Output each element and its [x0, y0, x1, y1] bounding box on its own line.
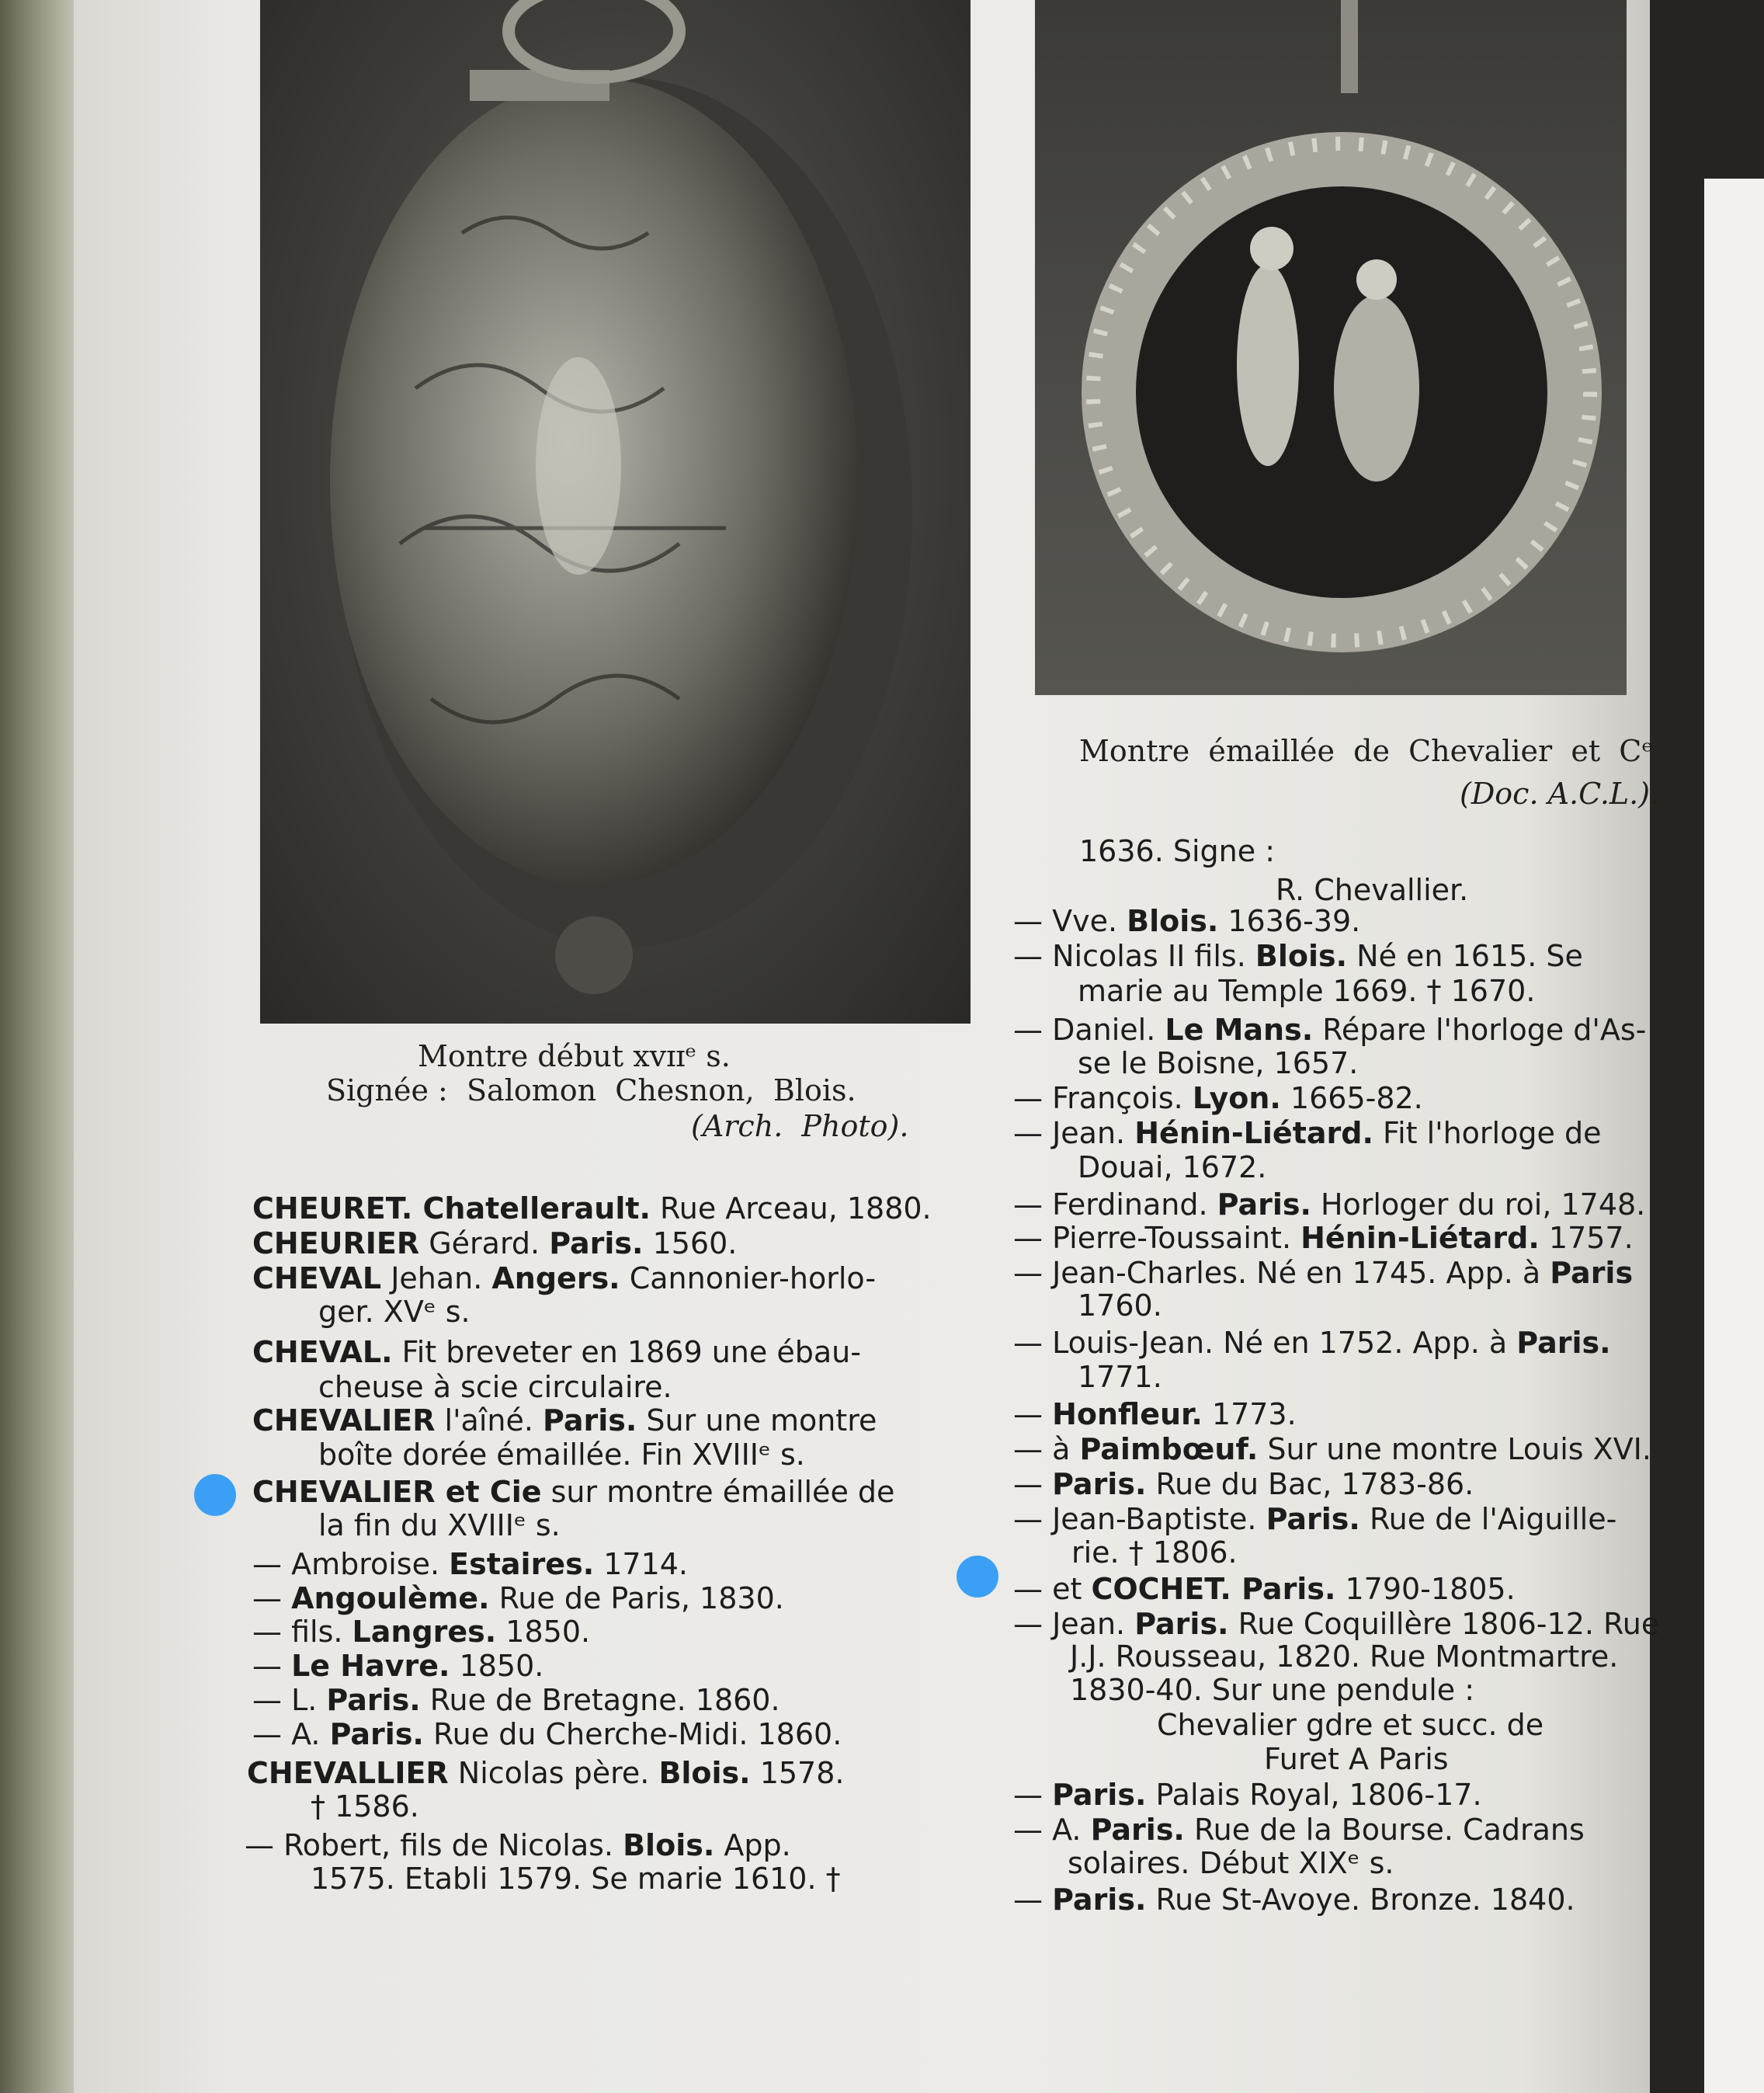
- entry-text: —: [252, 1581, 292, 1615]
- left-column-line: [252, 1192, 932, 1225]
- entry-text: Paris.: [1266, 1502, 1360, 1536]
- left-column-line: [252, 1650, 543, 1682]
- entry-text: 1560.: [643, 1226, 738, 1260]
- left-column-line: [252, 1615, 590, 1648]
- right-column-line: [1068, 1847, 1394, 1879]
- entry-text: Jehan.: [381, 1261, 492, 1295]
- right-column-line: [1013, 1813, 1585, 1846]
- right-column-line: [1013, 1117, 1601, 1149]
- entry-text: COCHET. Paris.: [1091, 1572, 1336, 1606]
- right-column-line: [1013, 1433, 1651, 1465]
- entry-text: 1578.: [750, 1756, 845, 1790]
- entry-text: 1757.: [1539, 1221, 1634, 1255]
- entry-text: — Ambroise.: [252, 1547, 450, 1581]
- entry-text: R. Chevallier.: [1276, 873, 1469, 907]
- entry-text: — Jean.: [1013, 1607, 1135, 1641]
- right-column-line: [1078, 1289, 1162, 1322]
- left-column-line: [318, 1438, 805, 1471]
- entry-text: —: [1013, 1778, 1053, 1812]
- left-column-line: [318, 1371, 672, 1403]
- entry-text: Sur une montre Louis XVI.: [1258, 1432, 1651, 1466]
- entry-text: Hénin-Liétard.: [1134, 1116, 1373, 1150]
- entry-text: Chevalier gdre et succ. de: [1157, 1708, 1544, 1742]
- right-column-line: [1157, 1709, 1544, 1741]
- entry-text: sur montre émaillée de: [541, 1475, 895, 1509]
- right-column-line: [1070, 1640, 1618, 1673]
- entry-text: 1665-82.: [1280, 1081, 1423, 1115]
- entry-text: Lyon.: [1192, 1081, 1281, 1115]
- entry-text: Paris.: [1052, 1883, 1147, 1917]
- right-column-line: [1078, 1361, 1162, 1393]
- left-column-line: [252, 1476, 894, 1508]
- entry-text: Rue de Bretagne. 1860.: [420, 1683, 780, 1717]
- right-column-line: [1013, 1468, 1474, 1500]
- left-column-line: [311, 1862, 841, 1895]
- entry-text: 1771.: [1078, 1360, 1162, 1394]
- entry-text: — fils.: [252, 1615, 352, 1649]
- entry-text: Langres.: [352, 1615, 497, 1649]
- entry-text: —: [1013, 1883, 1053, 1917]
- entry-text: — à: [1013, 1432, 1080, 1466]
- entry-text: Paris.: [1052, 1778, 1147, 1812]
- right-column-line: [1276, 874, 1468, 906]
- entry-text: Rue du Cherche-Midi. 1860.: [423, 1717, 842, 1751]
- entry-text: Nicolas père.: [448, 1756, 659, 1790]
- entry-text: Paris.: [549, 1226, 644, 1260]
- entry-text: Estaires.: [449, 1547, 595, 1581]
- entry-text: Paris.: [1516, 1326, 1611, 1360]
- left-column-line: [252, 1718, 842, 1751]
- entry-text: Répare l'horloge d'As-: [1313, 1013, 1647, 1047]
- entry-text: Fit l'horloge de: [1373, 1116, 1602, 1150]
- entry-text: Le Havre.: [291, 1649, 450, 1683]
- right-column-line: [1078, 1047, 1358, 1080]
- left-column-line: [318, 1295, 471, 1328]
- entry-text: Paris.: [329, 1717, 424, 1751]
- entry-text: Fit breveter en 1869 une ébau-: [392, 1335, 861, 1369]
- entry-text: Blois.: [658, 1756, 751, 1790]
- entry-text: ger. XVᵉ s.: [318, 1295, 471, 1329]
- entry-text: 1850.: [496, 1615, 591, 1649]
- entry-text: — A.: [1013, 1813, 1091, 1847]
- entry-text: CHEURIER: [252, 1226, 420, 1260]
- entry-text: —: [1013, 1467, 1053, 1501]
- entry-text: 1636. Signe :: [1079, 834, 1276, 868]
- entry-text: — Pierre-Toussaint.: [1013, 1221, 1301, 1255]
- entry-text: Angoulème.: [291, 1581, 490, 1615]
- entry-text: Né en 1615. Se: [1347, 939, 1583, 973]
- right-column-line: [1079, 835, 1275, 867]
- entry-text: Paris.: [543, 1403, 637, 1438]
- right-photo-caption-line-1: Montre émaillée de Chevalier et Cᵉ: [1079, 734, 1654, 768]
- entry-text: se le Boisne, 1657.: [1078, 1046, 1359, 1080]
- entry-text: solaires. Début XIXᵉ s.: [1068, 1846, 1394, 1880]
- entry-text: Angers.: [491, 1261, 620, 1295]
- entry-text: 1714.: [594, 1547, 689, 1581]
- right-column-line: [1013, 1082, 1423, 1114]
- entry-text: — Vve.: [1013, 904, 1127, 938]
- right-column-line: [1013, 1257, 1633, 1289]
- right-column-line: [1264, 1743, 1449, 1775]
- entry-text: Sur une montre: [637, 1403, 877, 1438]
- entry-text: boîte dorée émaillée. Fin XVIIIᵉ s.: [318, 1438, 805, 1472]
- entry-text: Palais Royal, 1806-17.: [1146, 1778, 1482, 1812]
- entry-text: Hénin-Liétard.: [1300, 1221, 1540, 1255]
- entry-text: Horloger du roi, 1748.: [1311, 1187, 1646, 1222]
- entry-text: 1850.: [450, 1649, 544, 1683]
- entry-text: 1760.: [1078, 1288, 1162, 1323]
- entry-text: —: [1013, 1397, 1053, 1431]
- entry-text: Paimbœuf.: [1079, 1432, 1259, 1466]
- entry-text: CHEVAL: [252, 1261, 382, 1295]
- right-column-line: [1013, 1398, 1297, 1431]
- right-column-line: [1013, 905, 1360, 937]
- right-column-line: [1078, 1151, 1266, 1184]
- left-column-line: [252, 1336, 861, 1368]
- entry-text: Le Mans.: [1165, 1013, 1314, 1047]
- entry-text: CHEVAL.: [252, 1335, 393, 1369]
- entry-text: — Robert, fils de Nicolas.: [245, 1828, 623, 1862]
- entry-text: Rue de Paris, 1830.: [489, 1581, 784, 1615]
- marker-dot-chevalier-et-cie[interactable]: [194, 1474, 236, 1516]
- entry-text: Blois.: [1127, 904, 1219, 938]
- entry-text: Honfleur.: [1052, 1397, 1203, 1431]
- left-column-line: [252, 1227, 737, 1260]
- entry-text: Blois.: [623, 1828, 715, 1862]
- facing-page-edge: [1704, 179, 1764, 2093]
- left-column-line: [245, 1829, 791, 1862]
- entry-text: — Jean-Baptiste.: [1013, 1502, 1266, 1536]
- left-column-line: [252, 1548, 688, 1580]
- marker-dot-cochet[interactable]: [957, 1556, 998, 1598]
- entry-text: Paris.: [1052, 1467, 1147, 1501]
- entry-text: — Jean.: [1013, 1116, 1135, 1150]
- right-column-line: [1013, 1013, 1646, 1046]
- entry-text: Furet A Paris: [1264, 1742, 1449, 1776]
- entry-text: Cannonier-horlo-: [620, 1261, 877, 1295]
- left-column-line: [311, 1790, 419, 1823]
- right-column-line: [1070, 1674, 1474, 1706]
- right-column-line: [1013, 1326, 1611, 1359]
- right-column-line: [1013, 1222, 1634, 1254]
- entry-text: Douai, 1672.: [1078, 1150, 1267, 1184]
- entry-text: — Jean-Charles. Né en 1745. App. à: [1013, 1256, 1550, 1290]
- left-column-line: [252, 1582, 784, 1615]
- left-column-line: [318, 1509, 561, 1542]
- entry-text: — François.: [1013, 1081, 1193, 1115]
- entry-text: J.J. Rousseau, 1820. Rue Montmartre.: [1070, 1639, 1619, 1674]
- right-photo-caption-line-2: (Doc. A.C.L.).: [1460, 777, 1660, 811]
- entry-text: CHEVALIER: [252, 1403, 436, 1438]
- left-column-line: [252, 1262, 876, 1295]
- right-column-line: [1013, 1188, 1645, 1221]
- entry-text: CHEVALLIER: [247, 1756, 449, 1790]
- entry-text: 1773.: [1202, 1397, 1297, 1431]
- entry-text: Gérard.: [419, 1226, 550, 1260]
- right-column-line: [1013, 1608, 1659, 1640]
- entry-text: CHEURET. Chatellerault.: [252, 1191, 651, 1226]
- entry-text: CHEVALIER et Cie: [252, 1475, 542, 1509]
- right-column-line: [1013, 940, 1583, 972]
- entry-text: — Louis-Jean. Né en 1752. App. à: [1013, 1326, 1517, 1360]
- right-column-line: [1013, 1778, 1482, 1811]
- entry-text: Paris.: [326, 1683, 421, 1717]
- entry-text: Paris.: [1217, 1187, 1311, 1222]
- entry-text: Paris.: [1090, 1813, 1185, 1847]
- entry-text: 1830-40. Sur une pendule :: [1070, 1673, 1475, 1707]
- entry-text: l'aîné.: [435, 1403, 543, 1438]
- left-photo-caption-line-3: (Arch. Photo).: [691, 1109, 909, 1143]
- entry-text: 1790-1805.: [1335, 1572, 1516, 1606]
- entry-text: 1575. Etabli 1579. Se marie 1610. †: [311, 1862, 841, 1896]
- entry-text: la fin du XVIIIᵉ s.: [318, 1508, 561, 1542]
- entry-text: marie au Temple 1669. † 1670.: [1078, 974, 1536, 1008]
- entry-text: — A.: [252, 1717, 330, 1751]
- entry-text: App.: [714, 1828, 791, 1862]
- left-photo-caption-line-1: Montre début xvɪɪᵉ s.: [418, 1039, 731, 1073]
- entry-text: Rue St-Avoye. Bronze. 1840.: [1146, 1883, 1575, 1917]
- entry-text: 1636-39.: [1218, 904, 1361, 938]
- left-column-line: [247, 1757, 845, 1789]
- entry-text: — Daniel.: [1013, 1013, 1165, 1047]
- entry-text: — L.: [252, 1683, 327, 1717]
- entry-text: — Ferdinand.: [1013, 1187, 1217, 1222]
- entry-text: Rue de la Bourse. Cadrans: [1184, 1813, 1585, 1847]
- right-column-line: [1013, 1883, 1575, 1916]
- left-photo-caption-line-2: Signée : Salomon Chesnon, Blois.: [326, 1073, 856, 1107]
- entry-text: — Nicolas II fils.: [1013, 939, 1255, 973]
- entry-text: Rue de l'Aiguille-: [1359, 1502, 1617, 1536]
- enamelled-watch-illustration: [1035, 0, 1627, 695]
- entry-text: cheuse à scie circulaire.: [318, 1370, 672, 1404]
- right-column-line: [1078, 975, 1535, 1007]
- entry-text: Rue Coquillère 1806-12. Rue: [1228, 1607, 1660, 1641]
- watch-photo-left: [260, 0, 971, 1024]
- left-column-line: [252, 1404, 877, 1437]
- entry-text: † 1586.: [311, 1789, 419, 1824]
- entry-text: —: [252, 1649, 292, 1683]
- engraved-watch-illustration: [260, 0, 971, 1024]
- right-column-line: [1013, 1573, 1516, 1605]
- entry-text: Paris.: [1134, 1607, 1229, 1641]
- entry-text: Paris: [1550, 1256, 1634, 1290]
- left-column-line: [252, 1684, 780, 1716]
- watch-photo-right: [1035, 0, 1627, 695]
- entry-text: Blois.: [1255, 939, 1348, 973]
- right-column-line: [1071, 1536, 1238, 1569]
- entry-text: rie. † 1806.: [1071, 1535, 1238, 1570]
- entry-text: Rue du Bac, 1783-86.: [1146, 1467, 1474, 1501]
- right-column-line: [1013, 1503, 1616, 1535]
- entry-text: — et: [1013, 1572, 1092, 1606]
- entry-text: Rue Arceau, 1880.: [650, 1191, 932, 1226]
